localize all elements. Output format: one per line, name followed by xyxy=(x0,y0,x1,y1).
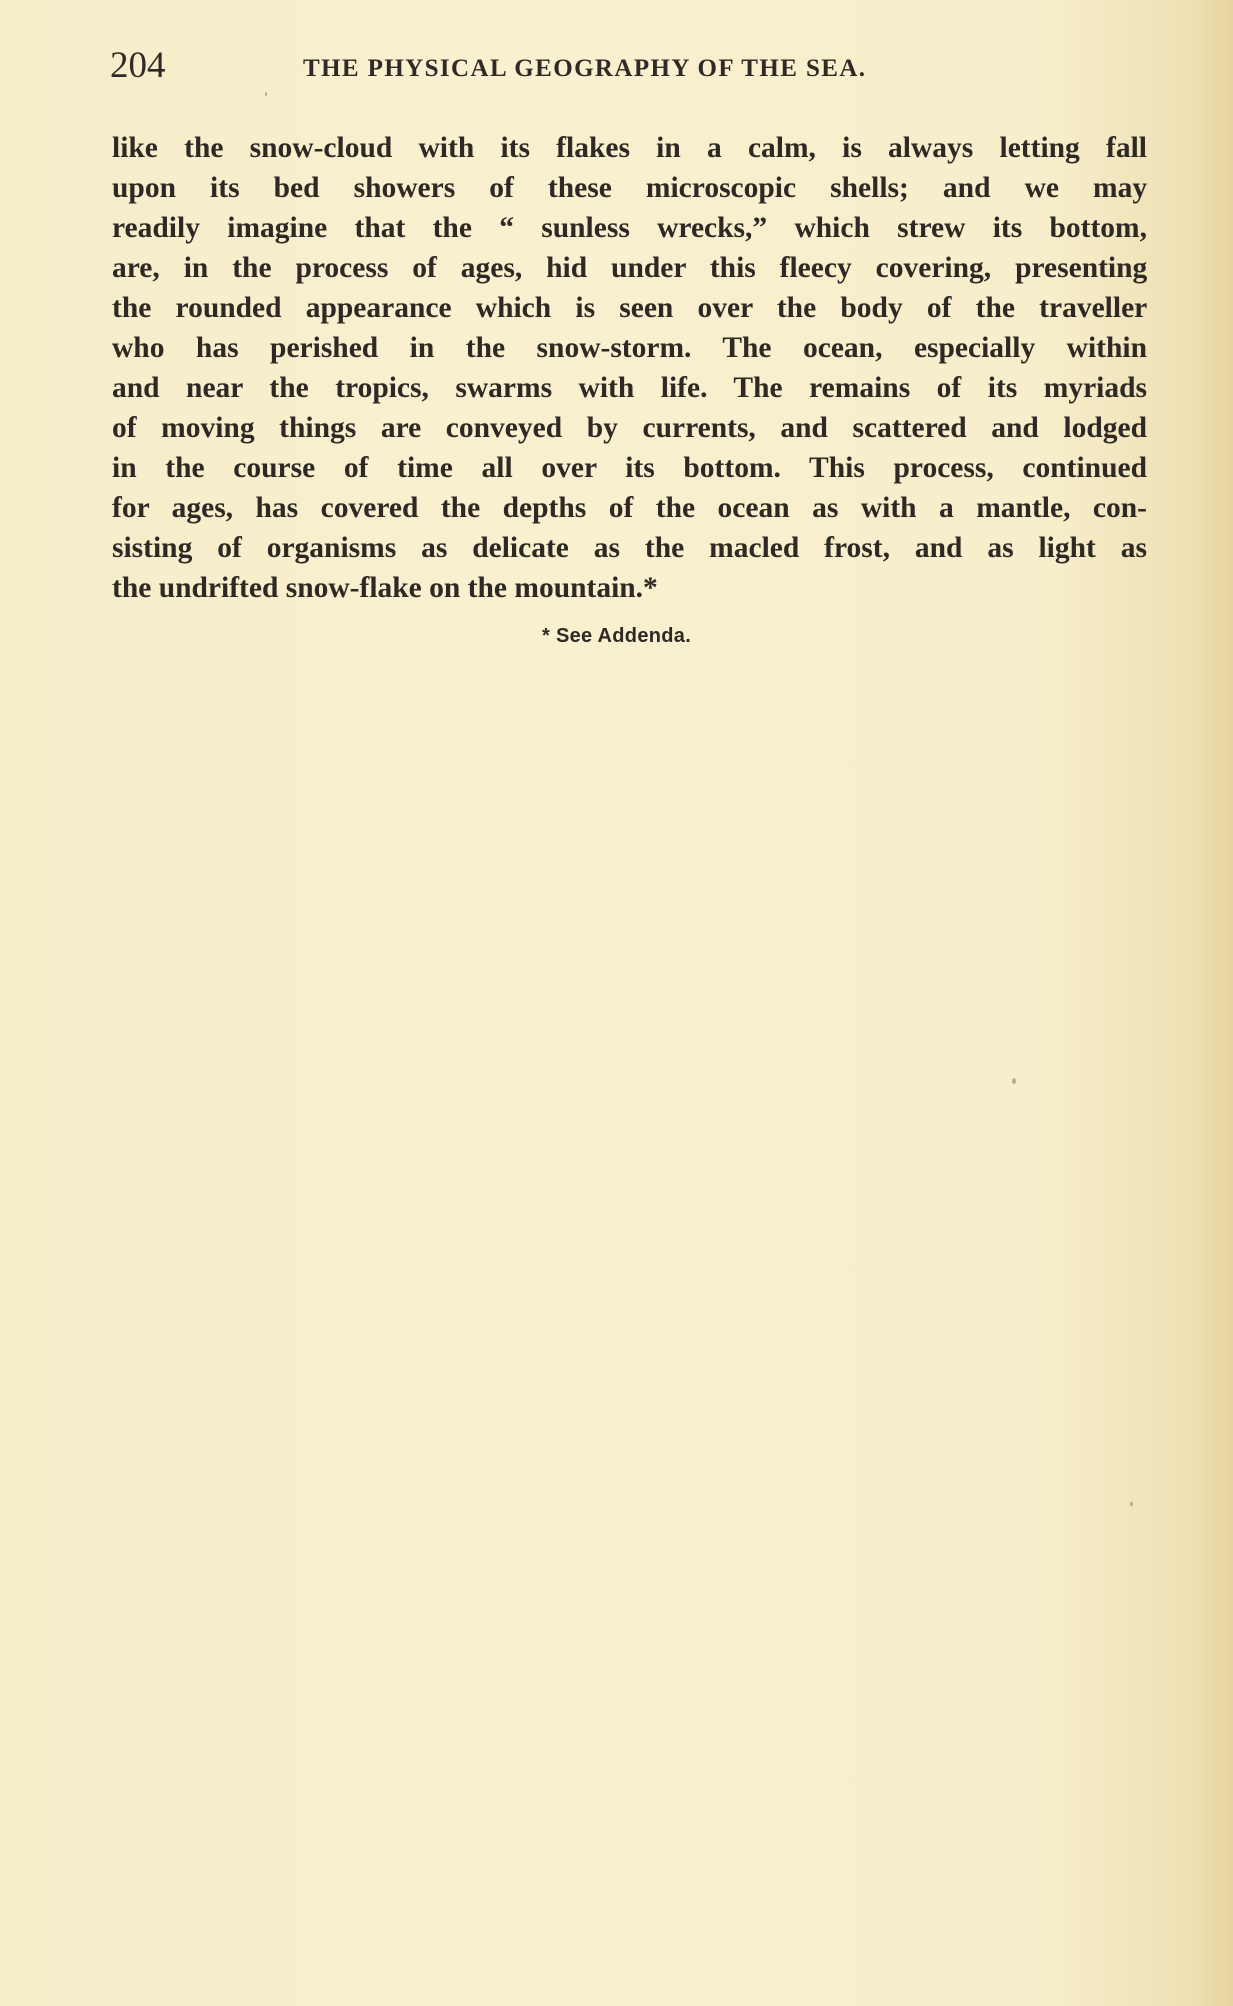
text-line-last: the undrifted snow-flake on the mountain.* xyxy=(112,572,658,604)
text-line: of moving things are conveyed by currents, and scattered and lodged xyxy=(112,412,1147,444)
text-line: and near the tropics, swarms with life. The remains of its myriads xyxy=(112,372,1147,404)
text-line: upon its bed showers of these microscopic shells; and we may xyxy=(112,172,1148,204)
text-line: sisting of organisms as delicate as the macled frost, and as light as xyxy=(112,532,1147,564)
text-line: in the course of time all over its bottom. This process, continued xyxy=(112,452,1147,484)
footnote: * See Addenda. xyxy=(542,625,692,647)
text-line: who has perished in the snow-storm. The ocean, especially within xyxy=(112,332,1147,364)
text-line: readily imagine that the “ sunless wrecks,” which strew its bottom, xyxy=(112,212,1147,244)
text-line: for ages, has covered the depths of the ocean as with a mantle, con- xyxy=(112,492,1147,524)
paper-speck xyxy=(265,92,267,96)
body-paragraph xyxy=(112,128,1147,608)
paper-speck xyxy=(1012,1078,1016,1084)
page-number: 204 xyxy=(110,45,166,86)
text-line: are, in the process of ages, hid under this fleecy covering, presenting xyxy=(112,252,1148,284)
running-head: THE PHYSICAL GEOGRAPHY OF THE SEA. xyxy=(303,55,867,82)
paper-speck xyxy=(1130,1502,1133,1506)
text-line: like the snow-cloud with its flakes in a calm, is always letting fall xyxy=(112,132,1147,164)
text-line: the rounded appearance which is seen over the body of the traveller xyxy=(112,292,1148,324)
